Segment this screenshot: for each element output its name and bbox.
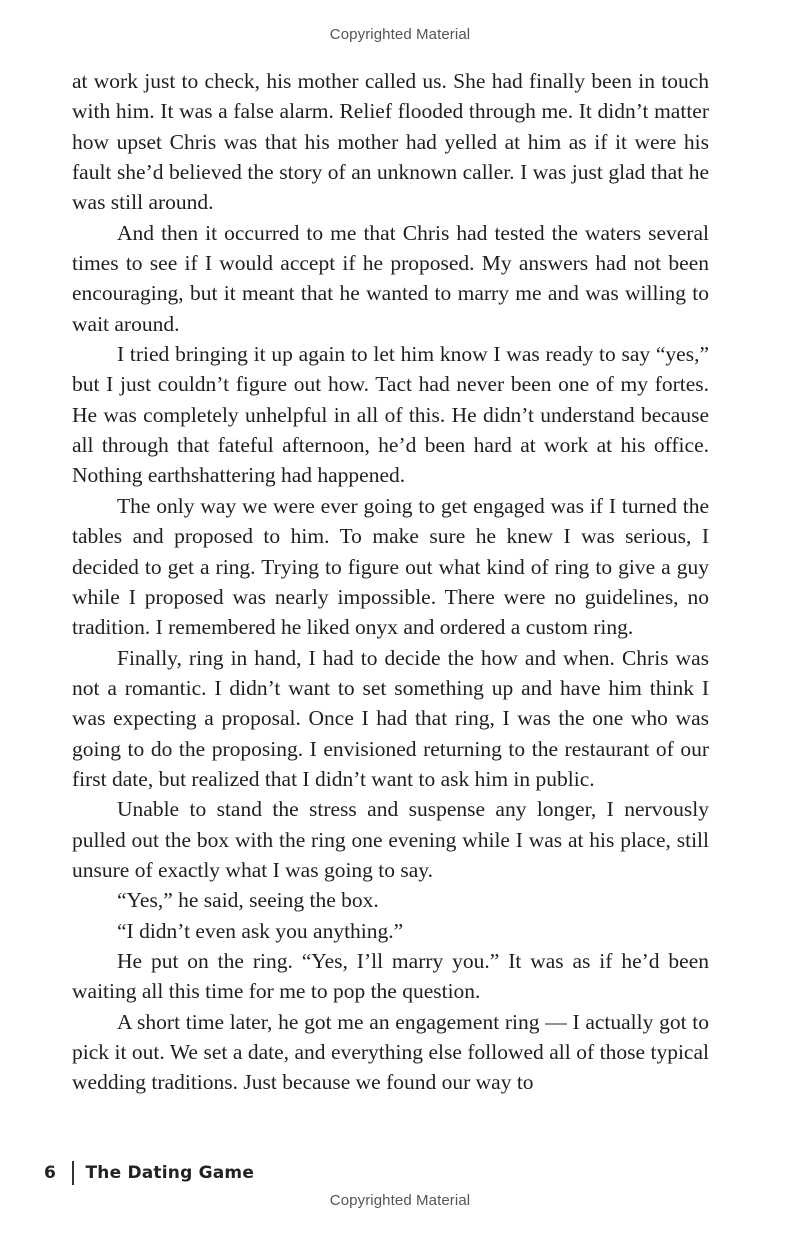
paragraph-1: at work just to check, his mother called us. She had finally been in touch with him. It was a false alarm. Relief flooded through me. It didn’t matter how upset Chris was that his mother had yelled at him as if it were his fault she’d believed the story of an unknown caller. I was just glad that he was still around.	[72, 69, 709, 215]
paragraph-2: And then it occurred to me that Chris had tested the waters several times to see if I would accept if he proposed. My answers had not been encouraging, but it meant that he wanted to marry me and was willing to wait around.	[72, 220, 709, 336]
paragraph-4: The only way we were ever going to get engaged was if I turned the tables and proposed to him. To make sure he knew I was serious, I decided to get a ring. Trying to figure out what kind of ring to give a guy while I proposed was nearly impossible. There were no guidelines, no tradition. I remembered he liked onyx and ordered a custom ring.	[72, 493, 709, 640]
paragraph-3: I tried bringing it up again to let him know I was ready to say “yes,” but I just couldn’t figure out how. Tact had never been one of my fortes. He was completely unhelpful in all of this. He didn’t understand because all through that fateful afternoon, he’d been hard at work at his office. Nothing earthshattering had happened.	[72, 342, 709, 488]
paragraph-5: Finally, ring in hand, I had to decide the how and when. Chris was not a romantic. I didn’t want to set something up and have him think I was expecting a proposal. Once I had that ring, I was the one who was going to do the proposing. I envisioned returning to the restaurant of our first date, but realized that I didn’t want to ask him in public.	[72, 645, 709, 791]
paragraph-6: Unable to stand the stress and suspense any longer, I nervously pulled out the box with the ring one evening while I was at his place, still unsure of exactly what I was going to say.	[72, 797, 709, 882]
running-title: The Dating Game	[85, 1163, 255, 1183]
page-body	[72, 66, 709, 1098]
paragraph-7: “Yes,” he said, seeing the box.	[117, 888, 379, 913]
paragraph-8: “I didn’t even ask you anything.”	[117, 918, 404, 943]
copyright-watermark-top: Copyrighted Material	[329, 26, 471, 43]
paragraph-9: He put on the ring. “Yes, I’ll marry you.” It was as if he’d been waiting all this time for me to pop the question.	[72, 948, 709, 1004]
page-footer	[44, 1160, 254, 1186]
paragraph-10: A short time later, he got me an engagement ring — I actually got to pick it out. We set a date, and everything else followed all of those typical wedding traditions. Just because we found our way to	[72, 1009, 709, 1095]
copyright-watermark-bottom: Copyrighted Material	[329, 1192, 471, 1209]
page-number: 6	[44, 1163, 56, 1183]
footer-divider	[72, 1161, 74, 1185]
